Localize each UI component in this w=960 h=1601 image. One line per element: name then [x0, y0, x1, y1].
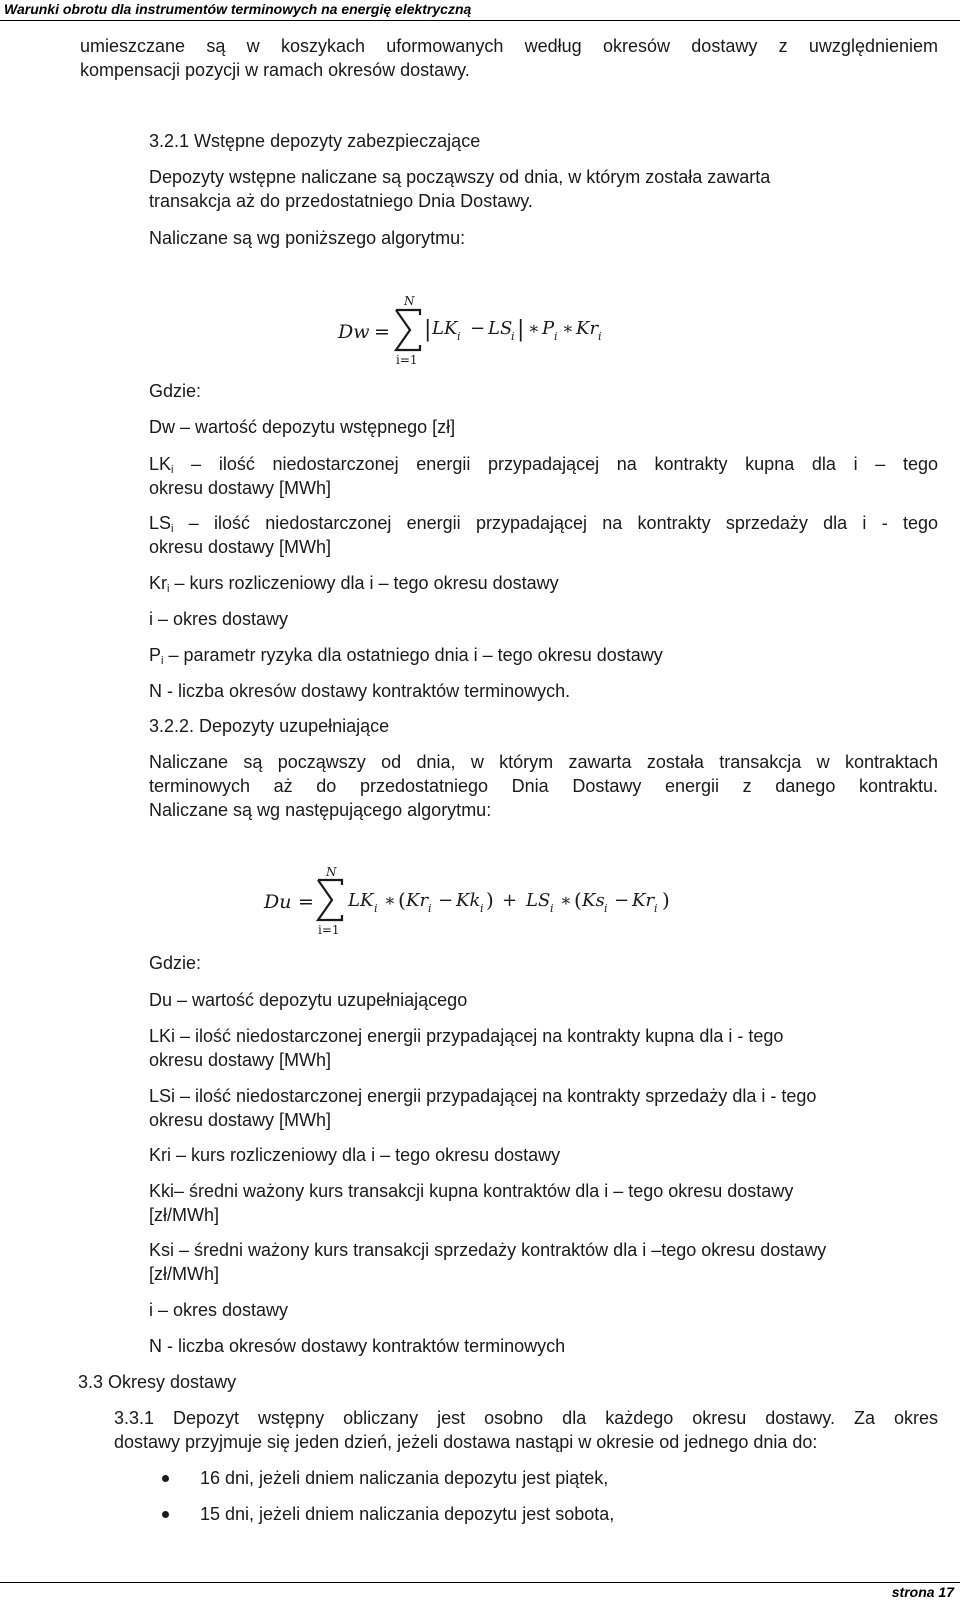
formula-dw-abs-open: |: [424, 317, 432, 342]
intro-line-1: umieszczane są w koszykach uformowanych według okresów dostawy z uwzględnieniem: [80, 36, 938, 56]
formula-du-eq: =: [298, 891, 314, 913]
formula-dw-lk-sub: i: [457, 330, 461, 343]
section-3-3-heading: 3.3 Okresy dostawy: [78, 1372, 237, 1392]
formula-du-rparen-2: ): [662, 888, 670, 912]
formula-du-lparen-1: (: [398, 888, 406, 912]
formula-du-rparen-1: ): [486, 888, 494, 912]
def-n: N - liczba okresów dostawy kontraktów terminowych.: [149, 681, 571, 701]
formula-dw-kr: Kr: [576, 318, 599, 339]
formula-du-lparen-2: (: [574, 888, 582, 912]
list-item: 16 dni, jeżeli dniem naliczania depozytu jest piątek,: [200, 1468, 609, 1488]
def-kki-line-1: Kki– średni ważony kurs transakcji kupna kontraktów dla i – tego okresu dostawy: [149, 1181, 794, 1201]
formula-du-ls-sub: i: [550, 902, 554, 915]
s33-para-line-2: dostawy przyjmuje się jeden dzień, jeżeli dostawa nastąpi w okresie od jednego dnia do:: [114, 1432, 818, 1452]
formula-dw-lk: LK: [432, 318, 458, 339]
bullet-icon: [162, 1475, 169, 1482]
def-p-symbol: P: [149, 645, 162, 665]
formula-dw-minus: −: [470, 318, 486, 339]
formula-dw-p-sub: i: [554, 330, 558, 343]
section-3-2-1-heading: 3.2.1 Wstępne depozyty zabezpieczające: [149, 131, 481, 151]
s321-algorithm-intro: Naliczane są wg poniższego algorytmu:: [149, 228, 466, 248]
def-lk-line-1: [149, 452, 938, 476]
s321-para-line-1: Depozyty wstępne naliczane są począwszy od dnia, w którym została zawarta: [149, 167, 771, 187]
formula-du-times-2: ∗: [560, 891, 572, 911]
def-p: [149, 643, 663, 667]
def-i-2: i – okres dostawy: [149, 1300, 289, 1320]
header-title: Warunki obrotu dla instrumentów terminowych na energię elektryczną: [4, 1, 472, 17]
sigma-icon: [318, 880, 342, 920]
def-i: i – okres dostawy: [149, 609, 289, 629]
def-kri: Kri – kurs rozliczeniowy dla i – tego okresu dostawy: [149, 1145, 561, 1165]
formula-dw-abs-close: |: [517, 317, 525, 342]
formula-dw-sum-upper: N: [404, 294, 415, 308]
formula-du-sum-upper: N: [326, 865, 337, 879]
def-lk-symbol: LK: [149, 454, 172, 474]
formula-du-kr-1: Kr: [406, 890, 429, 911]
formula-dw-kr-sub: i: [598, 330, 602, 343]
def-lki-line-2: okresu dostawy [MWh]: [149, 1050, 332, 1070]
formula-du-lk-sub: i: [374, 902, 378, 915]
formula-du-kk: Kk: [456, 890, 481, 911]
formula-dw-ls-sub: i: [511, 330, 515, 343]
s321-where: Gdzie:: [149, 381, 202, 401]
def-ksi-line-1: Ksi – średni ważony kurs transakcji sprzedaży kontraktów dla i –tego okresu dostawy: [149, 1240, 827, 1260]
formula-du-kr-2: Kr: [632, 890, 655, 911]
header-rule: [0, 20, 960, 21]
s322-para-line-2: terminowych aż do przedostatniego Dnia Dostawy energii z danego kontraktu.: [149, 776, 938, 796]
formula-du-ks-sub: i: [604, 902, 608, 915]
def-du: Du – wartość depozytu uzupełniającego: [149, 990, 468, 1010]
s322-where: Gdzie:: [149, 953, 202, 973]
formula-dw: [336, 290, 606, 366]
def-kki-line-2: [zł/MWh]: [149, 1205, 219, 1225]
def-lk-text: – ilość niedostarczonej energii przypadającej na kontrakty kupna dla i – tego: [173, 454, 938, 474]
footer-rule: [0, 1582, 960, 1583]
def-dw: Dw – wartość depozytu wstępnego [zł]: [149, 417, 456, 437]
formula-du-ks: Ks: [582, 890, 605, 911]
formula-du-kr-2-sub: i: [654, 902, 658, 915]
s322-para-line-1: Naliczane są począwszy od dnia, w którym zawarta została transakcja w kontraktach: [149, 752, 938, 772]
def-ksi-line-2: [zł/MWh]: [149, 1264, 219, 1284]
def-ls-line-1: [149, 511, 938, 535]
def-n-2: N - liczba okresów dostawy kontraktów terminowych: [149, 1336, 566, 1356]
bullet-icon: [162, 1511, 169, 1518]
formula-du-times-1: ∗: [384, 891, 396, 911]
list-item: 15 dni, jeżeli dniem naliczania depozytu jest sobota,: [200, 1504, 615, 1524]
formula-dw-lhs: Dw: [338, 321, 370, 343]
def-lki-line-1: LKi – ilość niedostarczonej energii przypadającej na kontrakty kupna dla i - tego: [149, 1026, 784, 1046]
def-lk-subscript: i: [171, 464, 174, 476]
intro-line-2: kompensacji pozycji w ramach okresów dostawy.: [80, 60, 470, 80]
formula-du: [262, 862, 682, 938]
formula-du-lhs: Du: [264, 891, 292, 913]
formula-du-sum-lower: i=1: [318, 923, 340, 937]
s33-para-line-1: 3.3.1 Depozyt wstępny obliczany jest osobno dla każdego okresu dostawy. Za okres: [114, 1408, 938, 1428]
formula-du-plus: +: [502, 890, 518, 911]
def-kr: [149, 571, 559, 595]
page-header: [0, 0, 960, 20]
def-ls-line-2: okresu dostawy [MWh]: [149, 537, 332, 557]
formula-dw-times-2: ∗: [562, 319, 574, 339]
def-ls-text: – ilość niedostarczonej energii przypadającej na kontrakty sprzedaży dla i - tego: [173, 513, 938, 533]
def-lk-line-2: okresu dostawy [MWh]: [149, 478, 332, 498]
formula-dw-ls: LS: [488, 318, 513, 339]
def-ls-symbol: LS: [149, 513, 172, 533]
formula-du-ls: LS: [526, 890, 551, 911]
formula-du-kr-1-sub: i: [428, 902, 432, 915]
def-kr-text: – kurs rozliczeniowy dla i – tego okresu dostawy: [169, 573, 559, 593]
formula-dw-times-1: ∗: [528, 319, 540, 339]
sigma-icon: [396, 310, 420, 350]
formula-dw-eq: =: [374, 321, 390, 343]
formula-dw-p: P: [542, 318, 555, 339]
def-ls-subscript: i: [171, 523, 174, 535]
def-kr-symbol: Kr: [149, 573, 167, 593]
page-number: strona 17: [891, 1584, 954, 1600]
formula-dw-sum-lower: i=1: [396, 353, 418, 366]
formula-du-minus-2: −: [614, 890, 630, 911]
def-lsi-line-1: LSi – ilość niedostarczonej energii przypadającej na kontrakty sprzedaży dla i - tego: [149, 1086, 817, 1106]
s322-para-line-3: Naliczane są wg następującego algorytmu:: [149, 800, 492, 820]
formula-du-kk-sub: i: [480, 902, 484, 915]
formula-du-lk: LK: [348, 890, 374, 911]
def-lsi-line-2: okresu dostawy [MWh]: [149, 1110, 332, 1130]
def-p-subscript: i: [161, 655, 164, 667]
formula-du-minus-1: −: [438, 890, 454, 911]
def-p-text: – parametr ryzyka dla ostatniego dnia i – tego okresu dostawy: [163, 645, 663, 665]
section-3-2-2-heading: 3.2.2. Depozyty uzupełniające: [149, 716, 390, 736]
def-kr-subscript: i: [167, 583, 170, 595]
s321-para-line-2: transakcja aż do przedostatniego Dnia Dostawy.: [149, 191, 533, 211]
